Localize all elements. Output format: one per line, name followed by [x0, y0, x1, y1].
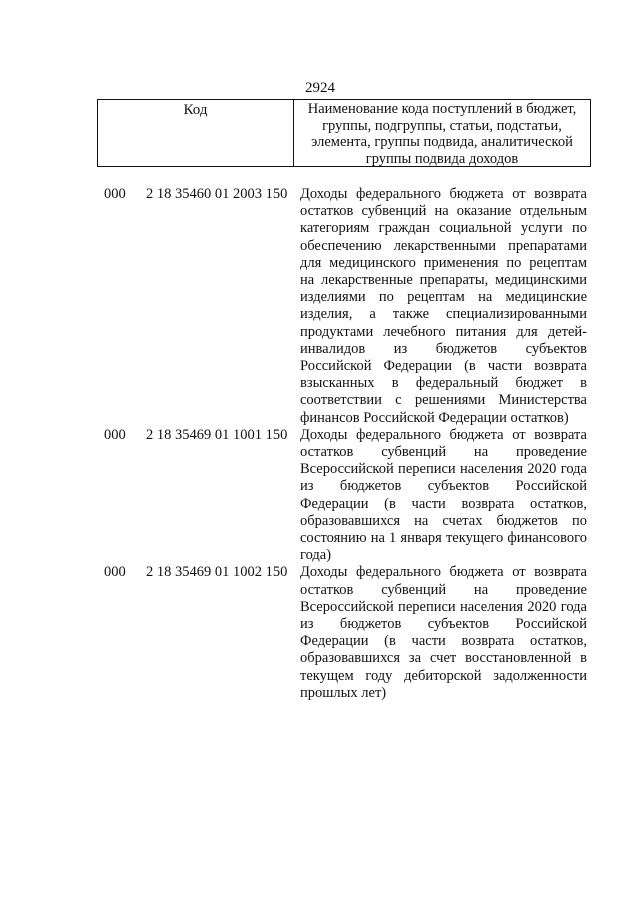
description-line: соответствии с решениями Министерства [300, 392, 587, 409]
description-line: состоянию на 1 января текущего финансового [300, 530, 587, 547]
description-line: для медицинского применения по рецептам [300, 254, 587, 271]
description-line: обеспечению лекарственными препаратами [300, 237, 587, 254]
table-row [0, 564, 640, 702]
description-line: категориям граждан социальной услуги по [300, 220, 587, 237]
description-line: финансов Российской Федерации остатков) [300, 409, 569, 426]
description-line: остатков субвенций на проведение [300, 581, 587, 598]
description-line: года) [300, 547, 332, 564]
description-line: Доходы федерального бюджета от возврата [300, 426, 587, 443]
income-description [300, 564, 587, 702]
description-line: инвалидов из бюджетов субъектов [300, 340, 587, 357]
description-line: образовавшихся за счет восстановленной в [300, 650, 587, 667]
header-name-line: группы, подгруппы, статьи, подстатьи, [322, 117, 562, 134]
page-number: 2924 [305, 80, 335, 96]
income-code: 2 18 35469 01 1002 150 [146, 564, 288, 581]
header-code-label: Код [183, 102, 208, 118]
income-code-list [0, 186, 640, 702]
description-line: прошлых лет) [300, 684, 387, 701]
header-name-line: элемента, группы подвида, аналитической [311, 134, 573, 150]
admin-code: 000 [104, 564, 126, 581]
income-code: 2 18 35460 01 2003 150 [146, 186, 288, 202]
description-line: образовавшихся на счетах бюджетов по [300, 512, 587, 529]
description-line: продуктами лечебного питания для детей- [300, 323, 587, 340]
description-line: Всероссийской переписи населения 2020 года [300, 461, 587, 478]
description-line: на лекарственные препараты, медицинскими [300, 272, 587, 289]
description-line: Федерации (в части возврата остатков, [300, 633, 587, 650]
description-line: Федерации (в части возврата остатков, [300, 495, 587, 512]
admin-code: 000 [104, 186, 126, 202]
description-line: изделиями по рецептам на медицинские [300, 289, 587, 306]
description-line: Российской Федерации (в части возврата [300, 358, 587, 375]
income-code: 2 18 35469 01 1001 150 [146, 426, 288, 443]
description-line: Доходы федерального бюджета от возврата [300, 186, 587, 202]
description-line: взысканных в федеральный бюджет в [300, 375, 587, 392]
description-line: остатков субвенций на оказание отдельным [300, 203, 587, 220]
table-header [97, 99, 591, 167]
table-row [0, 427, 640, 565]
income-description [300, 186, 587, 427]
income-description [300, 427, 587, 565]
description-line: остатков субвенций на проведение [300, 444, 587, 461]
header-name-label [294, 101, 590, 167]
description-line: из бюджетов субъектов Российской [300, 616, 587, 633]
description-line: из бюджетов субъектов Российской [300, 478, 587, 495]
description-line: изделия, а также специализированными [300, 306, 587, 323]
description-line: Доходы федерального бюджета от возврата [300, 564, 587, 581]
table-row [0, 186, 640, 427]
description-line: текущем году дебиторской задолженности [300, 667, 587, 684]
admin-code: 000 [104, 426, 126, 443]
header-name-line: группы подвида доходов [365, 150, 519, 167]
description-line: Всероссийской переписи населения 2020 года [300, 598, 587, 615]
header-name-line: Наименование кода поступлений в бюджет, [307, 101, 577, 117]
